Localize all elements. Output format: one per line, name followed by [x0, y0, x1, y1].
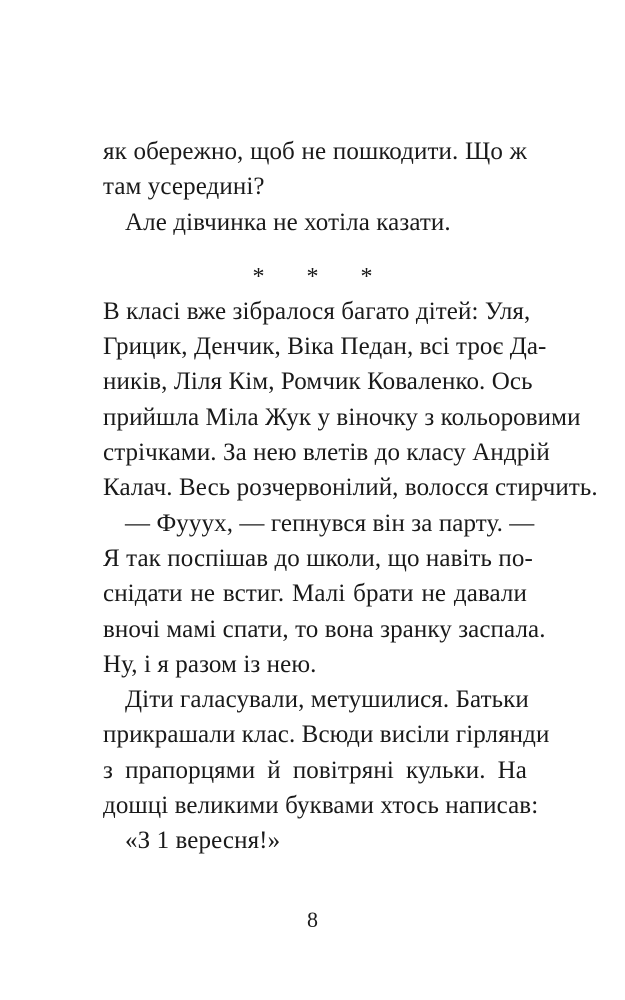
text-line: — Фууух, — гепнувся він за парту. —: [125, 510, 535, 537]
text-line: Ну, і я разом із нею.: [103, 651, 317, 678]
text-line: Я так поспішав до школи, що навіть по-: [103, 545, 533, 572]
text-line: Діти галасували, метушилися. Батьки: [125, 686, 529, 713]
text-line: там усередині?: [103, 173, 265, 200]
text-line: «З 1 вересня!»: [125, 827, 281, 854]
text-line: ників, Ліля Кім, Ромчик Коваленко. Ось: [103, 368, 533, 395]
text-line: вночі мамі спати, то вона зранку заспала.: [103, 616, 546, 643]
text-line: снідати не встиг. Малі брати не давали: [103, 580, 527, 607]
text-line: В класі вже зібралося багато дітей: Уля,: [103, 298, 531, 325]
text-line: прийшла Міла Жук у віночку з кольоровими: [103, 404, 581, 431]
text-line: як обережно, щоб не пошкодити. Що ж: [103, 138, 527, 165]
section-separator: * * *: [252, 264, 391, 290]
text-line: Але дівчинка не хотіла казати.: [125, 209, 451, 236]
text-line: прикрашали клас. Всюди висіли гірлянди: [103, 721, 550, 748]
text-line: стрічками. За нею влетів до класу Андрій: [103, 439, 550, 466]
page-number: 8: [307, 907, 318, 932]
text-line: з прапорцями й повітряні кульки. На: [103, 757, 527, 784]
text-line: Калач. Весь розчервонілий, волосся стирчить.: [103, 474, 598, 501]
text-line: Грицик, Денчик, Віка Педан, всі троє Да-: [103, 333, 547, 360]
text-line: дошці великими буквами хтось написав:: [103, 792, 539, 819]
